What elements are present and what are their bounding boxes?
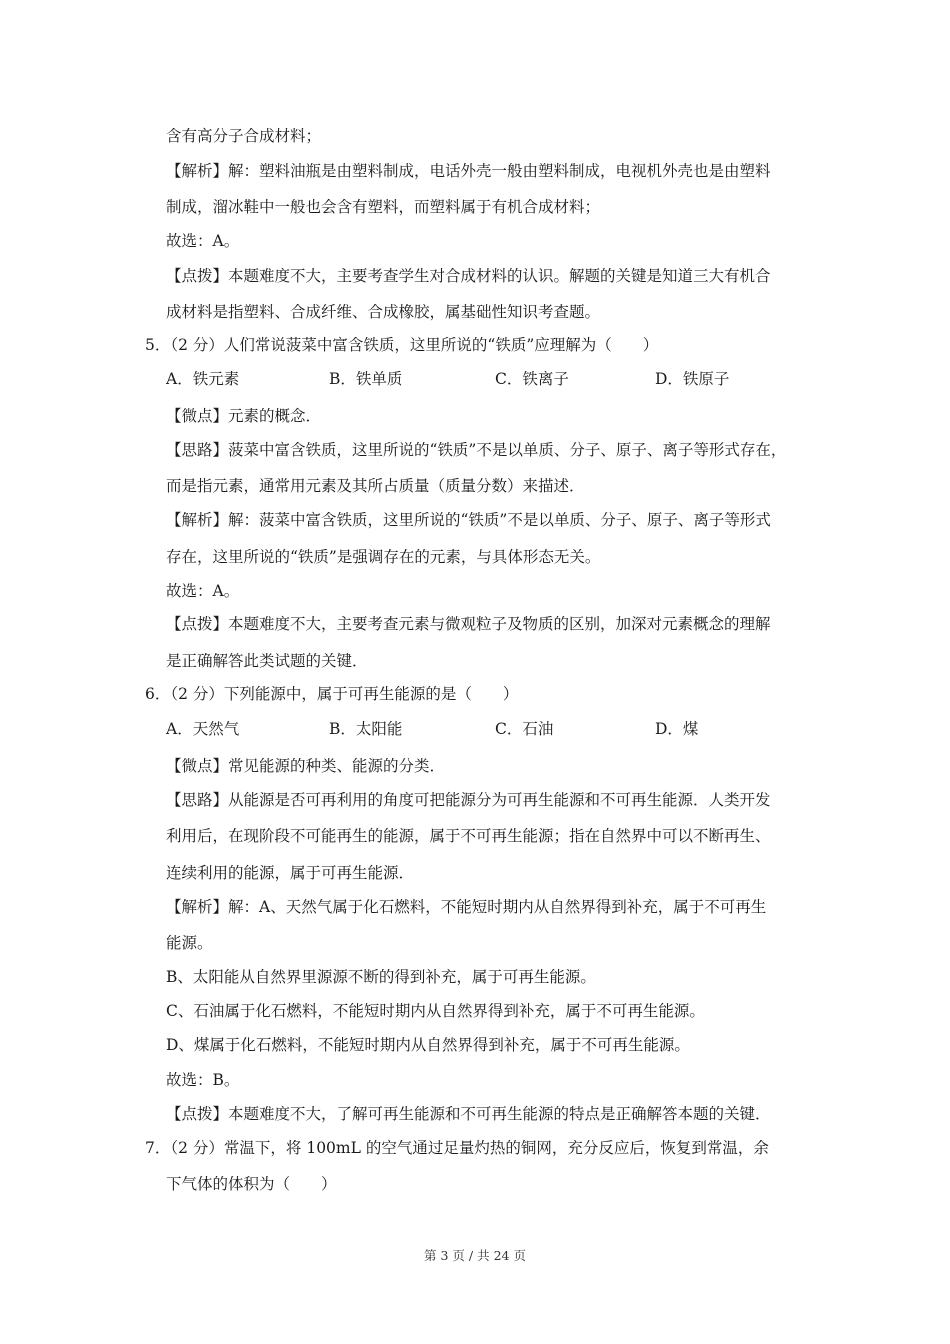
q5-jiexi-line: 存在，这里所说的“铁质”是强调存在的元素，与具体形态无关。 (166, 548, 601, 566)
q6-weidian: 【微点】常见能源的种类、能源的分类． (166, 757, 446, 775)
q5-answer: 故选：A。 (166, 582, 240, 600)
text-line: 含有高分子合成材料； (166, 127, 322, 145)
q5-weidian: 【微点】元素的概念． (166, 407, 322, 425)
comment-line: 【点拨】本题难度不大，主要考查学生对合成材料的认识。解题的关键是知道三大有机合 (166, 267, 771, 285)
q5-jiexi-line: 【解析】解：菠菜中富含铁质，这里所说的“铁质”不是以单质、分子、原子、离子等形式 (166, 511, 771, 529)
q6-silu-line: 【思路】从能源是否可再利用的角度可把能源分为可再生能源和不可再生能源．人类开发 (166, 791, 771, 809)
q6-silu-line: 连续利用的能源，属于可再生能源． (166, 864, 415, 882)
q5-dianbo-line: 【点拨】本题难度不大，主要考查元素与微观粒子及物质的区别，加深对元素概念的理解 (166, 615, 771, 633)
page-footer: 第 3 页 / 共 24 页 (424, 1248, 526, 1263)
text-line: 成材料是指塑料、合成纤维、合成橡胶，属基础性知识考查题。 (166, 303, 601, 321)
q6-option-b: B．太阳能 (329, 720, 403, 738)
question-7-cont: 下气体的体积为（ ） (166, 1175, 337, 1193)
q6-jiexi-line: 【解析】解：A、天然气属于化石燃料，不能短时期内从自然界得到补充，属于不可再生 (166, 898, 767, 916)
q6-answer: 故选：B。 (166, 1071, 240, 1089)
q6-silu-line: 利用后，在现阶段不可能再生的能源，属于不可再生能源；指在自然界中可以不断再生、 (166, 827, 771, 845)
question-6: 6．（2 分）下列能源中，属于可再生能源的是（ ） (145, 685, 519, 703)
question-5: 5．（2 分）人们常说菠菜中富含铁质，这里所说的“铁质”应理解为（ ） (145, 336, 659, 354)
q5-option-c: C．铁离子 (495, 370, 569, 388)
q5-silu-line: 【思路】菠菜中富含铁质，这里所说的“铁质”不是以单质、分子、原子、离子等形式存在， (166, 441, 787, 459)
q6-dianbo: 【点拨】本题难度不大，了解可再生能源和不可再生能源的特点是正确解答本题的关键． (166, 1105, 771, 1123)
q6-option-c: C．石油 (495, 720, 554, 738)
q6-jiexi-b: B、太阳能从自然界里源源不断的得到补充，属于可再生能源。 (166, 968, 596, 986)
analysis-line: 【解析】解：塑料油瓶是由塑料制成，电话外壳一般由塑料制成，电视机外壳也是由塑料 (166, 162, 771, 180)
q5-option-d: D．铁原子 (655, 370, 730, 388)
text-line: 制成，溜冰鞋中一般也会含有塑料，而塑料属于有机合成材料； (166, 198, 601, 216)
q6-option-a: A．天然气 (166, 720, 240, 738)
q5-dianbo-line: 是正确解答此类试题的关键． (166, 652, 368, 670)
q5-option-a: A．铁元素 (166, 370, 240, 388)
question-7: 7．（2 分）常温下，将 100mL 的空气通过足量灼热的铜网，充分反应后，恢复到常温，余 (145, 1139, 769, 1157)
q6-jiexi-line: 能源。 (166, 934, 213, 952)
q5-option-b: B．铁单质 (329, 370, 403, 388)
q5-silu-line: 而是指元素，通常用元素及其所占质量（质量分数）来描述． (166, 477, 585, 495)
q6-jiexi-c: C、石油属于化石燃料，不能短时期内从自然界得到补充，属于不可再生能源。 (166, 1002, 705, 1020)
q6-option-d: D．煤 (655, 720, 699, 738)
answer-line: 故选：A。 (166, 232, 240, 250)
q6-jiexi-d: D、煤属于化石燃料，不能短时期内从自然界得到补充，属于不可再生能源。 (166, 1036, 690, 1054)
